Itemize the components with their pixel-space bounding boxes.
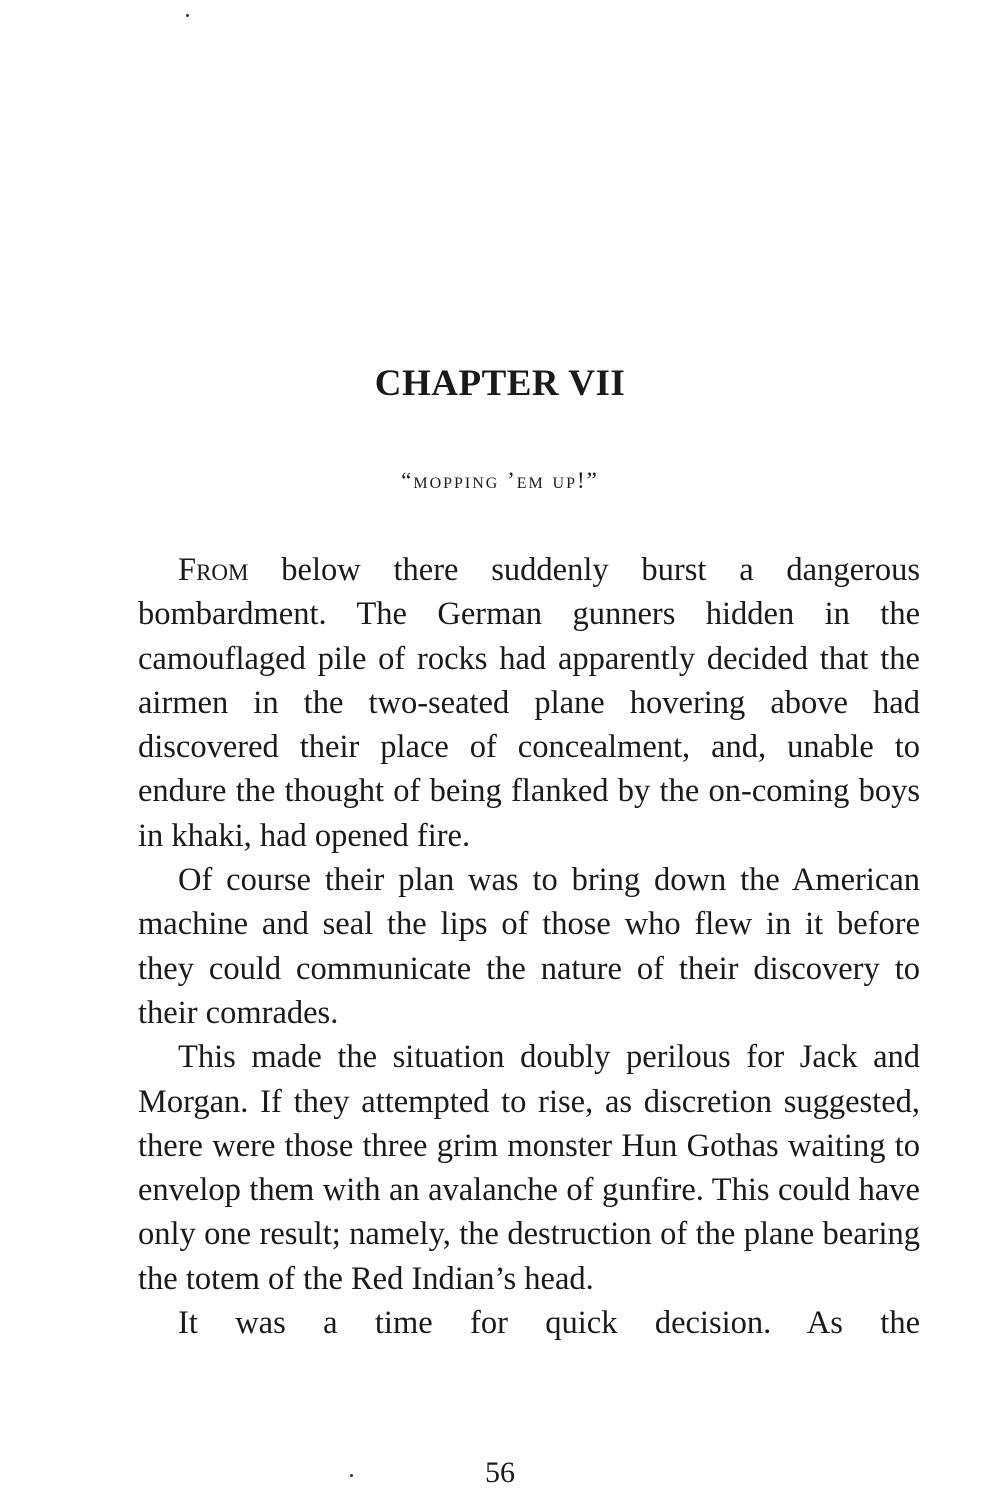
paragraph-text: Of course their plan was to bring down the American machine and seal the lips of those who flew in it before they could communicate the nature of their discovery to their comrades. [138, 862, 920, 1031]
page-number: 56 [485, 1456, 515, 1486]
chapter-subtitle: “mopping ’em up!” [401, 468, 599, 493]
chapter-heading: CHAPTER VII [374, 363, 626, 404]
paragraph-1 [138, 548, 920, 858]
paragraph-text: below there suddenly burst a dangerous bombardment. The German gunners hidden in the camouflaged pile of rocks had apparently decided that the airmen in the two-seated plane hovering above had discovered their place of concealment, and, unable to endure the thought of being flanked by the on-coming boys in khaki, had opened fire. [138, 552, 920, 854]
paragraph-lead-word: From [178, 552, 249, 588]
paragraph-text: It was a time for quick decision. As the [178, 1305, 920, 1342]
chapter-body [138, 548, 920, 1345]
paragraph-3 [138, 1035, 920, 1301]
paragraph-2 [138, 858, 920, 1035]
print-speck [186, 14, 189, 17]
paragraph-text: This made the situation doubly perilous for Jack and Morgan. If they attempted to rise, as discretion suggested, there were those three grim monster Hun Gothas waiting to envelop them with an avalanche of gunfire. This could have only one result; namely, the destruction of the plane bearing the totem of the Red Indian’s head. [138, 1039, 920, 1297]
paragraph-4 [138, 1301, 920, 1345]
